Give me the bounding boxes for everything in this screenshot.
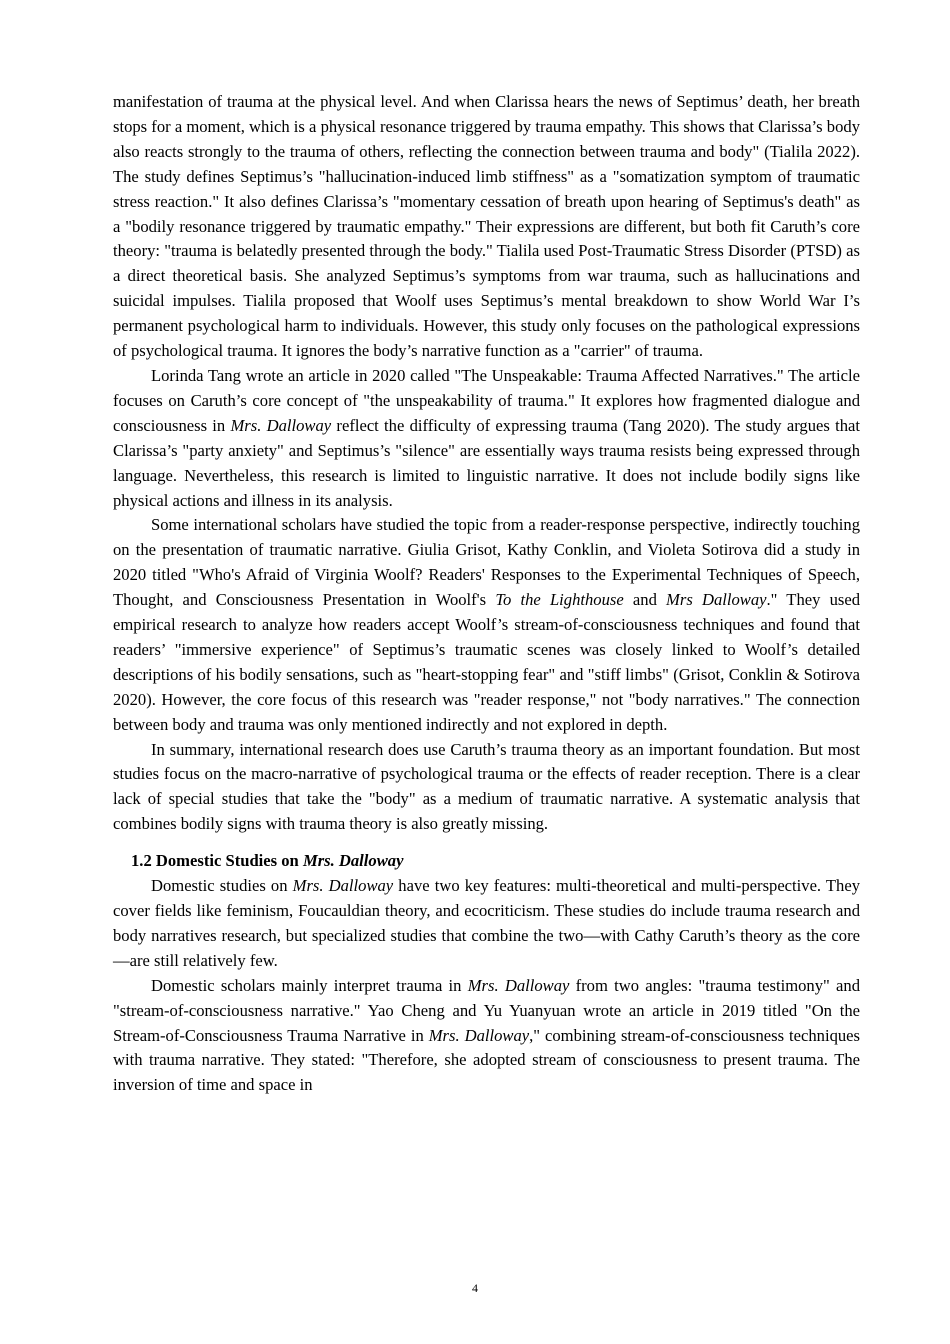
section-heading-title: Mrs. Dalloway [302, 851, 404, 871]
paragraph-p1 [113, 90, 860, 364]
text-run: have two key features: multi-theoretical and multi-perspective. They cover fields like feminism, Foucauldian theory, and ecocriticism. These studies do include trauma research and body narratives research, but specialized studies that combine the two—with Cathy Caruth’s theory as the core—are still relatively few. [113, 876, 860, 970]
text-run: ." They used empirical research to analyze how readers accept Woolf’s stream-of-consciousness techniques and found that readers’ "immersive experience" of Septimus’s traumatic scenes was closely linked to Woolf’s detailed descriptions of his bodily sensations, such as "heart-stopping fear" and "stiff limbs" (Grisot, Conklin & Sotirova 2020). However, the core focus of this research was "reader response," not "body narratives." The connection between body and trauma was only mentioned indirectly and not explored in depth. [113, 590, 860, 734]
section-heading-prefix: 1.2 Domestic Studies on [131, 851, 303, 871]
text-run: and [623, 590, 667, 610]
text-run: Lorinda Tang wrote an article in 2020 called "The Unspeakable: Trauma Affected Narratives." The article focuses on Caruth’s core concept of "the unspeakability of trauma." It explores how fragmented dialogue and consciousness in [113, 365, 860, 435]
text-run: Domestic studies on [151, 876, 293, 896]
text-run: Some international scholars have studied the topic from a reader-response perspective, indirectly touching on the presentation of traumatic narrative. Giulia Grisot, Kathy Conklin, and Violeta Sotirova did a study in 2020 titled "Who's Afraid of Virginia Woolf? Readers' Responses to the Experimental Techniques of Speech, Thought, and Consciousness Presentation in Woolf's [113, 515, 860, 610]
paragraphs-after-heading [113, 874, 860, 1098]
paragraph-p2 [113, 364, 860, 513]
paragraphs-before-heading [113, 90, 860, 837]
italic-title-run: Mrs. Dalloway [292, 876, 394, 896]
text-run: manifestation of trauma at the physical level. And when Clarissa hears the news of Septimus’ death, her breath stops for a moment, which is a physical resonance triggered by trauma empathy. This shows that Clarissa’s body also reacts strongly to the trauma of others, reflecting the connection between trauma and body" (Tialila 2022). The study defines Septimus’s "hallucination-induced limb stiffness" as a "somatization symptom of traumatic stress reaction." It also defines Clarissa’s "momentary cessation of breath upon hearing of Septimus's death" as a "bodily resonance triggered by traumatic empathy." Their expressions are different, but both fit Caruth’s core theory: "trauma is belatedly presented through the body." Tialila used Post-Traumatic Stress Disorder (PTSD) as a direct theoretical basis. She analyzed Septimus’s symptoms from war trauma, such as hallucinations and suicidal impulses. Tialila proposed that Woolf uses Septimus’s mental breakdown to show World War I’s permanent psychological harm to individuals. However, this study only focuses on the pathological expressions of psychological trauma. It ignores the body’s narrative function as a "carrier" of trauma. [113, 92, 860, 361]
paragraph-p3 [113, 513, 860, 737]
italic-title-run: Mrs. Dalloway [428, 1025, 530, 1045]
italic-title-run: Mrs. Dalloway [467, 975, 570, 995]
text-run: In summary, international research does use Caruth’s trauma theory as an important foundation. But most studies focus on the macro-narrative of psychological trauma or the effects of reader reception. There is a clear lack of special studies that take the "body" as a medium of traumatic narrative. A systematic analysis that combines bodily signs with trauma theory is also greatly missing. [113, 739, 860, 834]
text-body [113, 90, 860, 1098]
italic-title-run: To the Lighthouse [495, 590, 624, 610]
section-heading [113, 837, 860, 874]
text-run: reflect the difficulty of expressing trauma (Tang 2020). The study argues that Clarissa’s "party anxiety" and Septimus’s "silence" are essentially ways trauma resists being expressed through language. Nevertheless, this research is limited to linguistic narrative. It does not include bodily signs like physical actions and illness in its analysis. [113, 415, 860, 510]
paragraph-p6 [113, 974, 860, 1099]
paragraph-p4 [113, 738, 860, 838]
page-number: 4 [472, 1281, 478, 1295]
italic-title-run: Mrs Dalloway [666, 590, 767, 610]
text-run: ," combining stream-of-consciousness techniques with trauma narrative. They stated: "Therefore, she adopted stream of consciousness to present trauma. The inversion of time and space in [113, 1025, 861, 1095]
text-run: Domestic scholars mainly interpret trauma in [151, 975, 468, 995]
text-run: from two angles: "trauma testimony" and "stream-of-consciousness narrative." Yao Cheng and Yu Yuanyuan wrote an article in 2019 titled "On the Stream-of-Consciousness Trauma Narrative in [113, 975, 860, 1045]
paragraph-p5 [113, 874, 860, 974]
italic-title-run: Mrs. Dalloway [230, 415, 332, 435]
